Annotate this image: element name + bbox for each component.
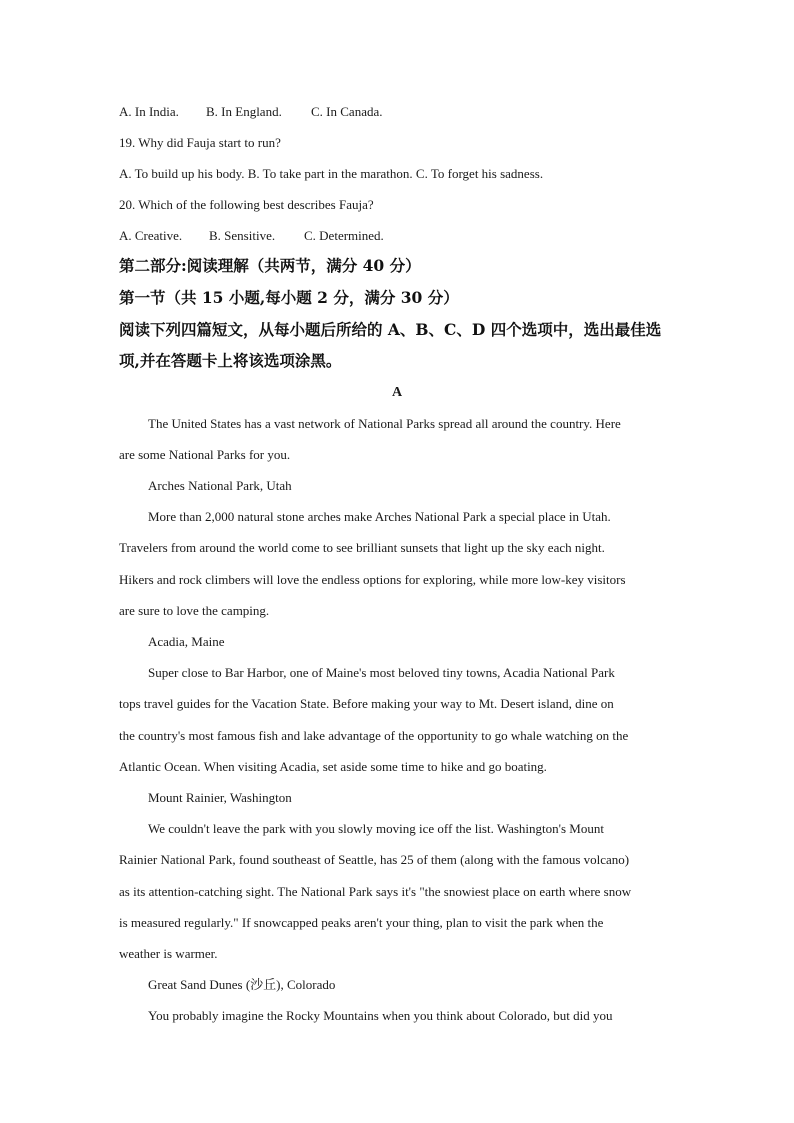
subsection-heading: 第一节（共 15 小题,每小题 2 分，满分 30 分） [119, 288, 459, 307]
q20-question: 20. Which of the following best describes Fauja? [119, 197, 374, 212]
q20-options [119, 227, 679, 245]
passage-line: weather is warmer. [119, 946, 218, 961]
park-heading-sand-dunes: Great Sand Dunes (沙丘), Colorado [148, 977, 336, 992]
passage-line: are sure to love the camping. [119, 603, 270, 618]
passage-line: You probably imagine the Rocky Mountains when you think about Colorado, but did you [148, 1008, 613, 1023]
passage-line: Travelers from around the world come to see brilliant sunsets that light up the sky each night. [119, 540, 605, 555]
q18-option-b: B. In England. [206, 104, 282, 119]
q18-option-a: A. In India. [119, 104, 179, 119]
q20-option-c: C. Determined. [304, 228, 384, 243]
park-heading-arches: Arches National Park, Utah [148, 478, 292, 493]
passage-line: Hikers and rock climbers will love the endless options for exploring, while more low-key visitors [119, 572, 626, 587]
passage-line: The United States has a vast network of National Parks spread all around the country. Here [148, 416, 621, 431]
q18-option-c: C. In Canada. [311, 104, 383, 119]
passage-line: We couldn't leave the park with you slowly moving ice off the list. Washington's Mount [148, 821, 604, 836]
q18-options [119, 103, 679, 121]
passage-line: as its attention-catching sight. The National Park says it's "the snowiest place on earth where snow [119, 884, 632, 899]
q19-question: 19. Why did Fauja start to run? [119, 135, 281, 150]
q20-option-b: B. Sensitive. [209, 228, 276, 243]
passage-line: Super close to Bar Harbor, one of Maine's most beloved tiny towns, Acadia National Park [148, 665, 615, 680]
park-heading-acadia: Acadia, Maine [148, 634, 225, 649]
passage-line: Rainier National Park, found southeast of Seattle, has 25 of them (along with the famous volcano) [119, 852, 630, 867]
q19-options: A. To build up his body. B. To take part in the marathon. C. To forget his sadness. [119, 166, 544, 181]
passage-line: is measured regularly." If snowcapped peaks aren't your thing, plan to visit the park when the [119, 915, 604, 930]
instructions-line-2: 项,并在答题卡上将该选项涂黑。 [119, 351, 342, 370]
passage-line: the country's most famous fish and lake advantage of the opportunity to go whale watching on the [119, 728, 629, 743]
passage-line: Atlantic Ocean. When visiting Acadia, set aside some time to hike and go boating. [119, 759, 547, 774]
passage-line: tops travel guides for the Vacation State. Before making your way to Mt. Desert island, dine on [119, 696, 614, 711]
passage-label: A [391, 385, 403, 400]
section-heading: 第二部分:阅读理解（共两节，满分 40 分） [119, 256, 421, 275]
passage-line: are some National Parks for you. [119, 447, 291, 462]
instructions-line-1: 阅读下列四篇短文，从每小题后所给的 A、B、C、D 四个选项中，选出最佳选 [119, 320, 662, 339]
passage-line: More than 2,000 natural stone arches make Arches National Park a special place in Utah. [148, 509, 611, 524]
park-heading-rainier: Mount Rainier, Washington [148, 790, 292, 805]
q20-option-a: A. Creative. [119, 228, 183, 243]
